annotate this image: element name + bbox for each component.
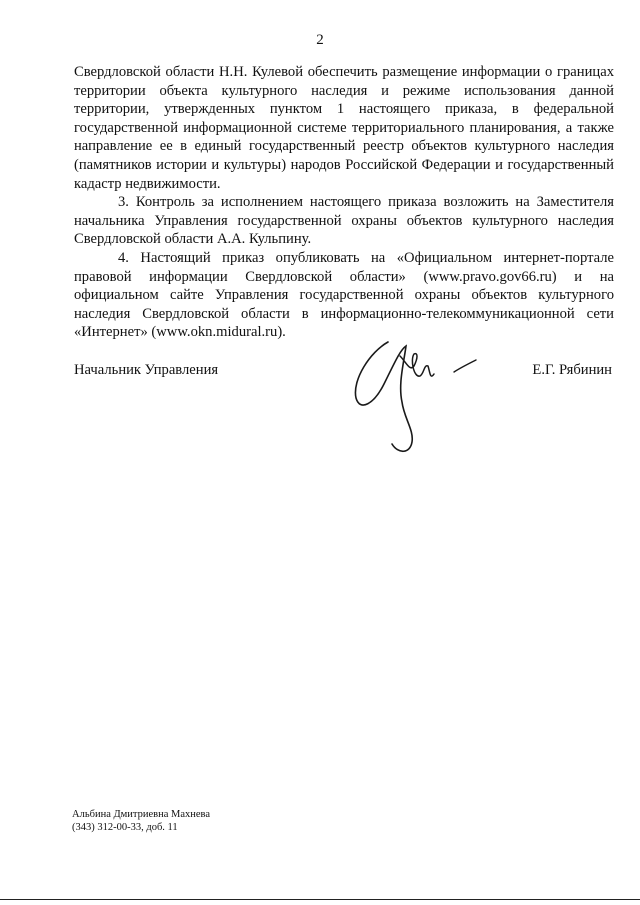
paragraph-4: 4. Настоящий приказ опубликовать на «Официальном интернет-портале правовой информации Свердловской области» (www.pravo.gov66.ru) и на официальном сайте Управления государственной охраны объектов культурного наследия Свердловской области в информационно-телекоммуникационной сети «Интернет» (www.okn.midural.ru).	[74, 249, 614, 341]
executor-name: Альбина Дмитриевна Махнева	[72, 809, 211, 820]
signatory-name: Е.Г. Рябинин	[532, 362, 612, 378]
executor-contact	[72, 808, 210, 834]
page-number: 2	[316, 32, 324, 48]
signatory-position: Начальник Управления	[74, 362, 219, 378]
paragraph-3: 3. Контроль за исполнением настоящего приказа возложить на Заместителя начальника Управления государственной охраны объектов культурного наследия Свердловской области А.А. Кульпину.	[74, 194, 614, 248]
paragraph-continuation: Свердловской области Н.Н. Кулевой обеспечить размещение информации о границах территории объекта культурного наследия и режиме использования данной территории, утвержденных пунктом 1 настоящего приказа, в федеральной государственной информационной системе территориального планирования, а также направление ее в единый государственный реестр объектов культурного наследия (памятников истории и культуры) народов Российской Федерации и государственный кадастр недвижимости.	[74, 64, 614, 192]
page-edge-line	[0, 899, 640, 900]
document-body	[74, 63, 614, 342]
executor-phone: (343) 312-00-33, доб. 11	[72, 822, 178, 833]
handwritten-signature	[340, 332, 490, 462]
